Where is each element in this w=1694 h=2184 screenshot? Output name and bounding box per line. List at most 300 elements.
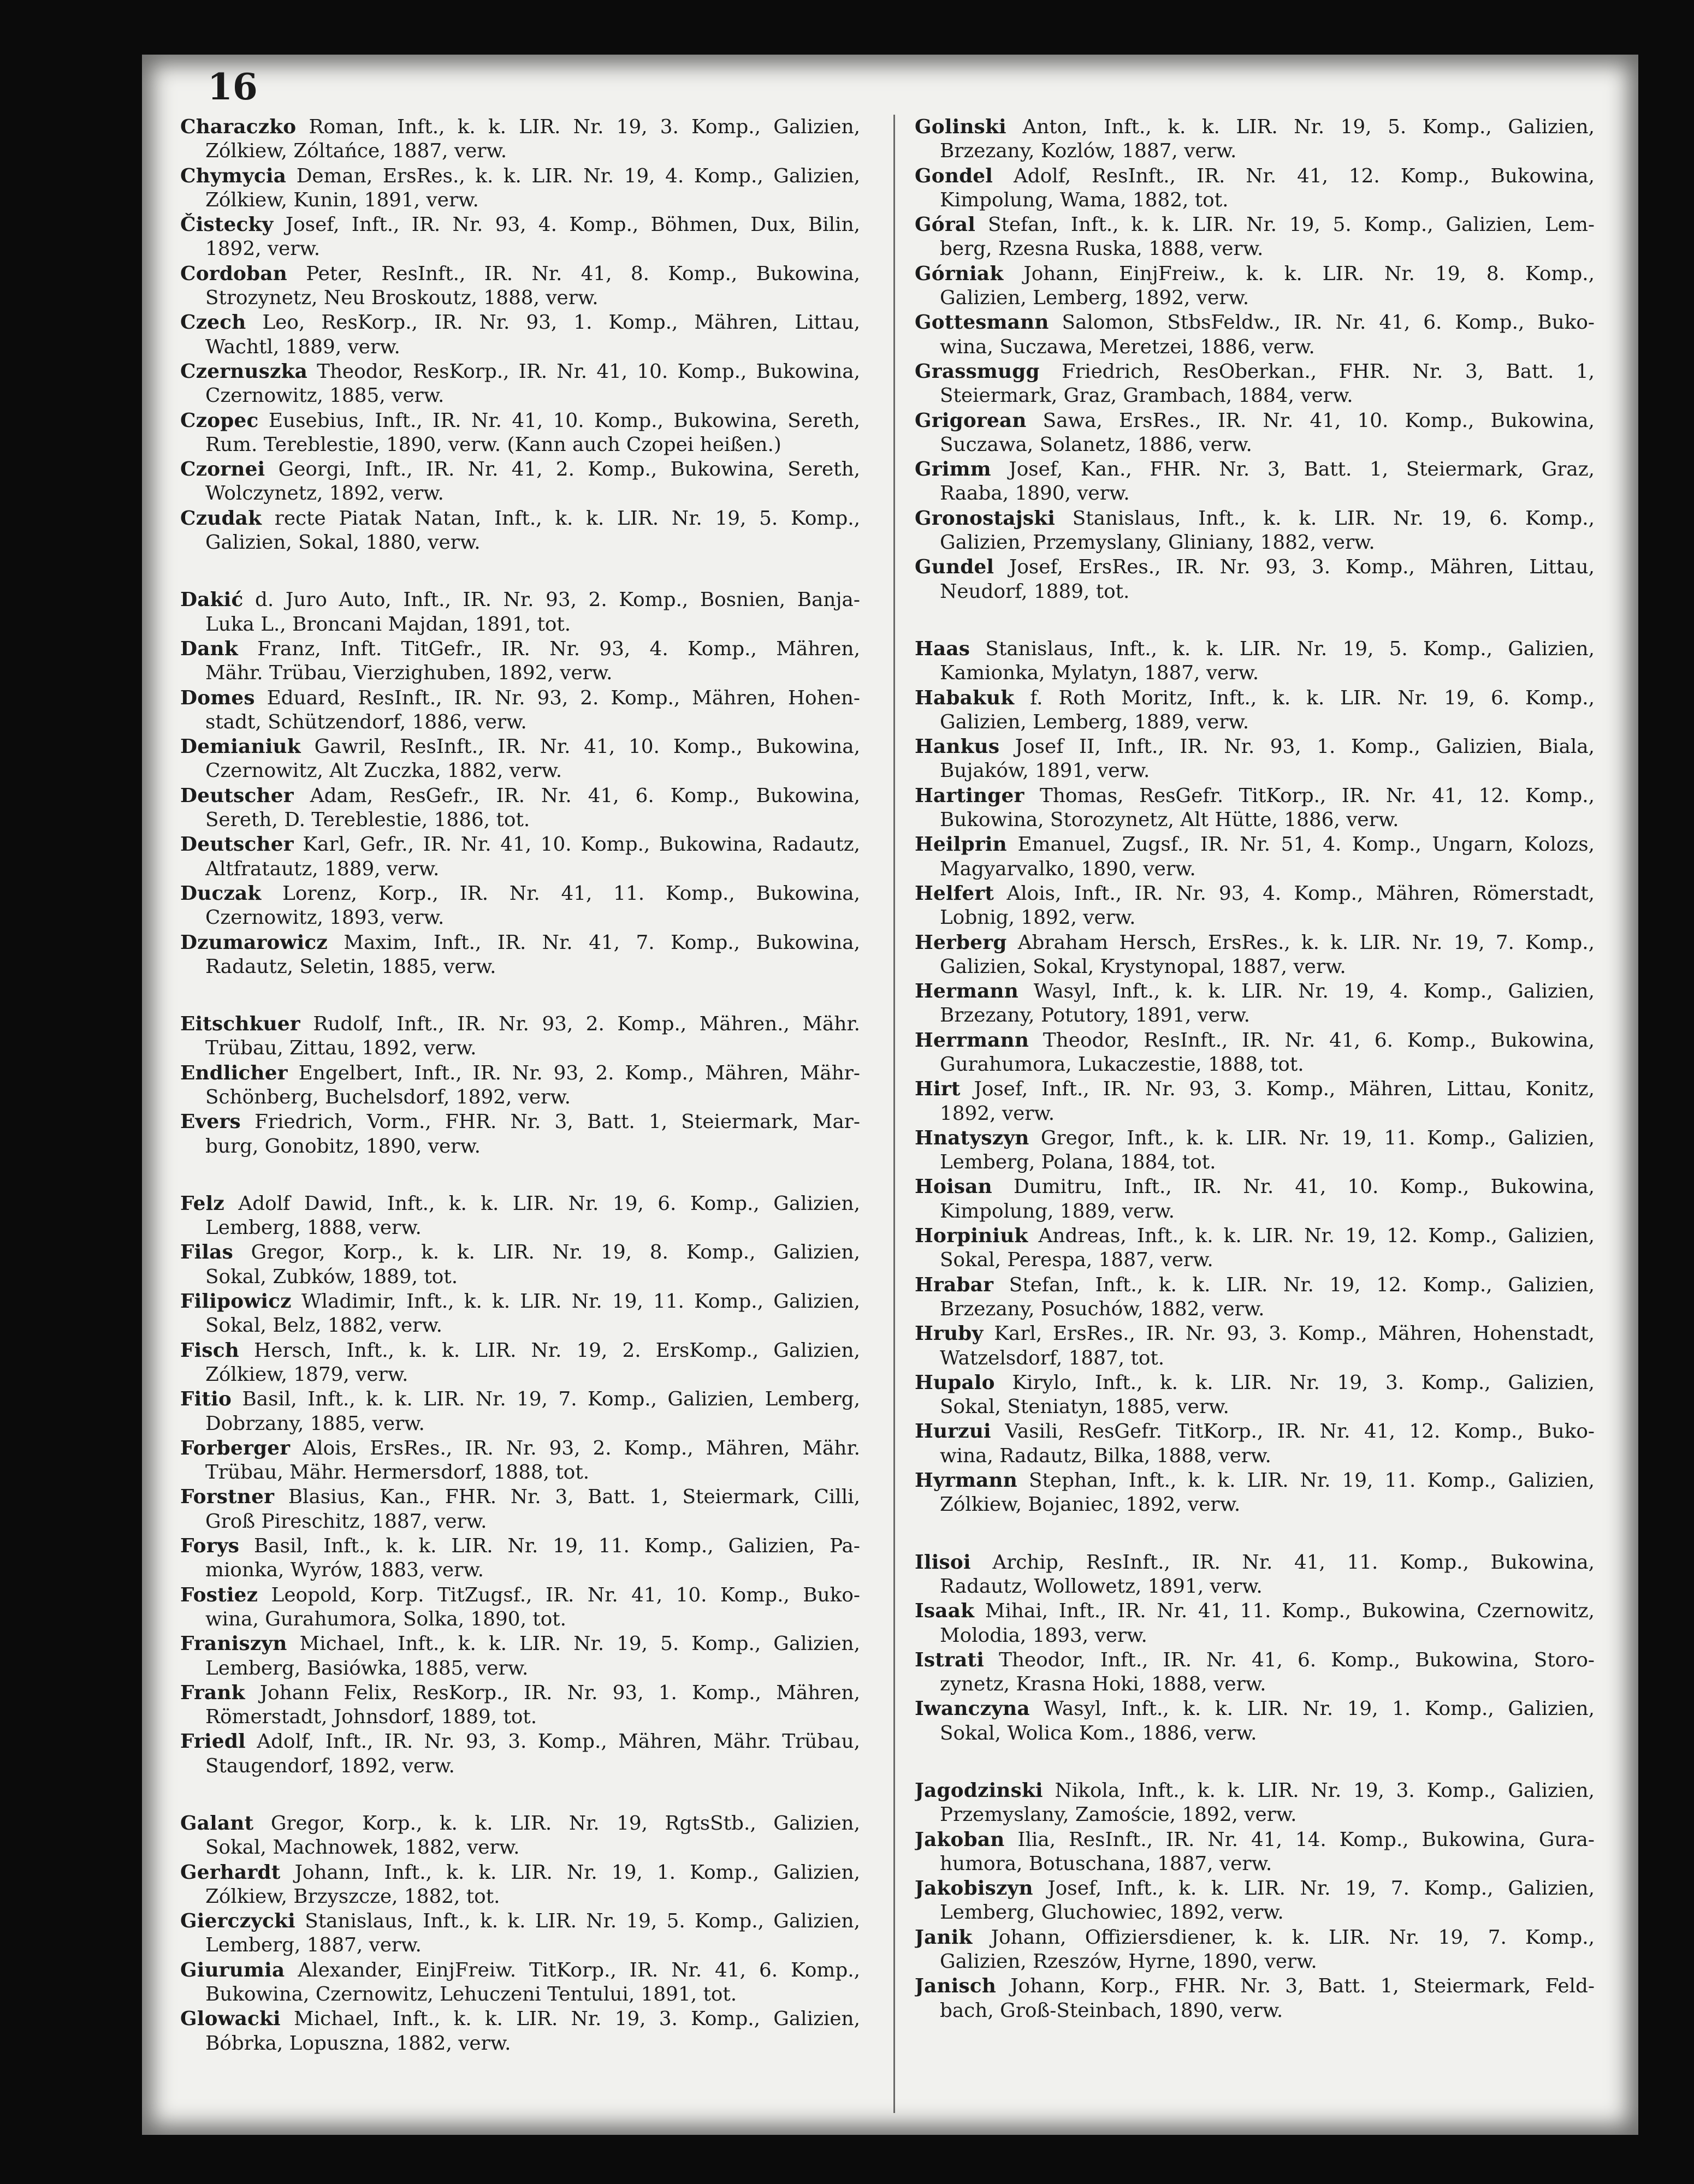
- entry-first-line: [915, 1876, 1595, 1901]
- entry-first-line: [915, 1550, 1595, 1575]
- entry-surname: Hartinger: [915, 784, 1024, 807]
- entry-text: Karl, Gefr., IR. Nr. 41, 10. Komp., Bukowina, Radautz,: [293, 833, 860, 856]
- entry-continuation-line: [915, 1722, 1595, 1746]
- entry-first-line: [915, 1028, 1595, 1053]
- entry-first-line: [180, 1338, 860, 1363]
- register-entry: [915, 408, 1595, 458]
- entry-first-line: [915, 1224, 1595, 1248]
- register-entry: [180, 1191, 860, 1241]
- entry-text: Gurahumora, Lukaczestie, 1888, tot.: [940, 1053, 1304, 1076]
- entry-continuation-line: [915, 1444, 1595, 1468]
- register-entry: [915, 1599, 1595, 1648]
- register-entry: [915, 1419, 1595, 1468]
- register-entry: [180, 1289, 860, 1338]
- entry-text: Anton, Inft., k. k. LIR. Nr. 19, 5. Komp., Galizien,: [1006, 116, 1595, 138]
- entry-surname: Czopec: [180, 408, 259, 432]
- entry-continuation-line: [915, 1004, 1595, 1028]
- entry-continuation-line: [180, 482, 860, 506]
- entry-first-line: [180, 1061, 860, 1085]
- entry-text: Sokal, Machnowek, 1882, verw.: [205, 1836, 520, 1859]
- entry-text: Sawa, ErsRes., IR. Nr. 41, 10. Komp., Bukowina,: [1026, 409, 1595, 432]
- entry-text: Michael, Inft., k. k. LIR. Nr. 19, 3. Komp., Galizien,: [280, 2008, 860, 2031]
- entry-text: Alois, ErsRes., IR. Nr. 93, 2. Komp., Mähren, Mähr.: [290, 1437, 860, 1459]
- register-entry: [915, 310, 1595, 359]
- entry-text: Deman, ErsRes., k. k. LIR. Nr. 19, 4. Komp., Galizien,: [286, 164, 860, 187]
- register-entry: [180, 1485, 860, 1534]
- entry-first-line: [180, 1909, 860, 1933]
- register-entry: [915, 1126, 1595, 1175]
- entry-continuation-line: [180, 139, 860, 163]
- entry-first-line: [915, 637, 1595, 661]
- register-entry: [915, 115, 1595, 164]
- entry-text: berg, Rzesna Ruska, 1888, verw.: [940, 238, 1264, 260]
- entry-text: Leo, ResKorp., IR. Nr. 93, 1. Komp., Mähren, Littau,: [246, 311, 860, 334]
- entry-continuation-line: [180, 1705, 860, 1729]
- entry-text: Johann, Inft., k. k. LIR. Nr. 19, 1. Komp., Galizien,: [280, 1861, 860, 1884]
- entry-continuation-line: [915, 759, 1595, 783]
- entry-surname: Ilisoi: [915, 1550, 971, 1574]
- entry-surname: Jagodzinski: [915, 1779, 1043, 1802]
- entry-continuation-line: [915, 139, 1595, 163]
- entry-first-line: [180, 164, 860, 188]
- register-entry: [180, 1729, 860, 1778]
- entry-text: Galizien, Rzeszów, Hyrne, 1890, verw.: [940, 1950, 1317, 1973]
- entry-text: Karl, ErsRes., IR. Nr. 93, 3. Komp., Mähren, Hohenstadt,: [983, 1322, 1595, 1345]
- entry-text: Salomon, StbsFeldw., IR. Nr. 41, 6. Komp., Buko-: [1049, 311, 1595, 334]
- entry-continuation-line: [915, 335, 1595, 359]
- entry-first-line: [915, 164, 1595, 188]
- entry-surname: Górniak: [915, 262, 1004, 285]
- entry-surname: Domes: [180, 686, 255, 709]
- entry-text: Zólkiew, Zóltańce, 1887, verw.: [205, 140, 507, 163]
- entry-first-line: [180, 1631, 860, 1656]
- entry-continuation-line: [915, 188, 1595, 212]
- entry-continuation-line: [915, 286, 1595, 310]
- entry-first-line: [180, 115, 860, 139]
- register-entry: [180, 587, 860, 637]
- register-entry: [915, 1550, 1595, 1599]
- entry-surname: Isaak: [915, 1599, 975, 1623]
- register-entry: [915, 1876, 1595, 1925]
- entry-surname: Eitschkuer: [180, 1012, 300, 1036]
- entry-text: Zólkiew, 1879, verw.: [205, 1363, 408, 1386]
- entry-continuation-line: [915, 1346, 1595, 1370]
- entry-text: Vasili, ResGefr. TitKorp., IR. Nr. 41, 12. Komp., Buko-: [991, 1420, 1595, 1443]
- entry-continuation-line: [180, 906, 860, 930]
- entry-continuation-line: [180, 384, 860, 408]
- entry-first-line: [180, 832, 860, 857]
- entry-first-line: [180, 1012, 860, 1036]
- entry-surname: Herrmann: [915, 1028, 1029, 1052]
- entry-text: Theodor, ResInft., IR. Nr. 41, 6. Komp., Bukowina,: [1029, 1029, 1595, 1052]
- entry-first-line: [180, 1958, 860, 1983]
- entry-continuation-line: [180, 1135, 860, 1159]
- register-entry: [180, 1860, 860, 1909]
- entry-first-line: [915, 1321, 1595, 1346]
- entry-text: zynetz, Krasna Hoki, 1888, verw.: [940, 1673, 1266, 1696]
- entry-continuation-line: [915, 1950, 1595, 1974]
- register-entry: [180, 784, 860, 833]
- register-entry: [180, 310, 860, 359]
- entry-text: Stefan, Inft., k. k. LIR. Nr. 19, 5. Komp., Galizien, Lem-: [975, 213, 1595, 236]
- entry-text: Nikola, Inft., k. k. LIR. Nr. 19, 3. Komp., Galizien,: [1043, 1779, 1595, 1802]
- entry-text: Leopold, Korp. TitZugsf., IR. Nr. 41, 10. Komp., Buko-: [258, 1583, 860, 1606]
- entry-text: wina, Suczawa, Meretzei, 1886, verw.: [940, 335, 1315, 358]
- entry-surname: Janik: [915, 1925, 973, 1949]
- letter-group-gap: [915, 1746, 1595, 1778]
- entry-text: Groß Pireschitz, 1887, verw.: [205, 1510, 487, 1533]
- entry-text: Stanislaus, Inft., k. k. LIR. Nr. 19, 5. Komp., Galizien,: [970, 637, 1595, 660]
- entry-continuation-line: [915, 1297, 1595, 1321]
- register-entry: [180, 1387, 860, 1436]
- register-entry: [180, 1681, 860, 1730]
- entry-text: Bukowina, Czernowitz, Lehuczeni Tentului, 1891, tot.: [205, 1983, 737, 2006]
- entry-first-line: [180, 506, 860, 531]
- letter-group-gap: [915, 1517, 1595, 1550]
- entry-first-line: [180, 1811, 860, 1836]
- entry-surname: Grigorean: [915, 408, 1027, 432]
- entry-continuation-line: [915, 1624, 1595, 1648]
- entry-surname: Janisch: [915, 1974, 997, 1998]
- register-entry: [915, 979, 1595, 1028]
- entry-continuation-line: [915, 857, 1595, 881]
- register-entry: [915, 1370, 1595, 1420]
- entry-first-line: [915, 262, 1595, 286]
- entry-first-line: [915, 115, 1595, 139]
- entry-text: Sereth, D. Tereblestie, 1886, tot.: [205, 809, 530, 832]
- entry-text: Galizien, Sokal, Krystynopal, 1887, verw.: [940, 955, 1346, 978]
- register-entry: [915, 359, 1595, 408]
- register-entry: [180, 115, 860, 164]
- entry-continuation-line: [915, 1150, 1595, 1174]
- entry-text: Georgi, Inft., IR. Nr. 41, 2. Komp., Bukowina, Sereth,: [265, 458, 860, 481]
- entry-continuation-line: [180, 188, 860, 212]
- register-entry: [180, 212, 860, 262]
- entry-text: Radautz, Seletin, 1885, verw.: [205, 955, 496, 978]
- register-entry: [915, 1778, 1595, 1827]
- entry-text: Gregor, Inft., k. k. LIR. Nr. 19, 11. Komp., Galizien,: [1029, 1126, 1595, 1149]
- entry-continuation-line: [180, 1036, 860, 1060]
- entry-continuation-line: [180, 1510, 860, 1534]
- entry-continuation-line: [180, 286, 860, 310]
- entry-continuation-line: [915, 1901, 1595, 1925]
- entry-first-line: [915, 1974, 1595, 1998]
- entry-text: Stanislaus, Inft., k. k. LIR. Nr. 19, 5. Komp., Galizien,: [295, 1910, 860, 1933]
- entry-text: Galizien, Lemberg, 1892, verw.: [940, 287, 1249, 310]
- entry-text: Staugendorf, 1892, verw.: [205, 1754, 455, 1777]
- entry-text: Eduard, ResInft., IR. Nr. 93, 2. Komp., Mähren, Hohen-: [254, 686, 860, 709]
- entry-text: Hersch, Inft., k. k. LIR. Nr. 19, 2. ErsKomp., Galizien,: [239, 1339, 860, 1362]
- entry-first-line: [915, 310, 1595, 335]
- register-entry: [915, 1925, 1595, 1974]
- left-column: [180, 115, 860, 2113]
- entry-first-line: [915, 832, 1595, 857]
- entry-text: Czernowitz, 1885, verw.: [205, 384, 445, 407]
- entry-surname: Hoisan: [915, 1175, 992, 1198]
- entry-surname: Hnatyszyn: [915, 1126, 1029, 1149]
- entry-surname: Hermann: [915, 980, 1018, 1003]
- entry-first-line: [915, 1126, 1595, 1150]
- entry-continuation-line: [180, 1461, 860, 1485]
- entry-text: Johann, Korp., FHR. Nr. 3, Batt. 1, Steiermark, Feld-: [996, 1975, 1595, 1998]
- entry-first-line: [915, 506, 1595, 531]
- entry-continuation-line: [180, 955, 860, 979]
- entry-text: Brzezany, Kozlów, 1887, verw.: [940, 140, 1237, 163]
- entry-surname: Czornei: [180, 458, 265, 481]
- register-entry: [915, 212, 1595, 262]
- register-entry: [915, 1696, 1595, 1746]
- entry-continuation-line: [180, 661, 860, 685]
- entry-text: Kimpolung, 1889, verw.: [940, 1200, 1175, 1222]
- register-entry: [180, 930, 860, 980]
- entry-text: Sokal, Belz, 1882, verw.: [205, 1314, 443, 1337]
- entry-text: Suczawa, Solanetz, 1886, verw.: [940, 433, 1252, 456]
- entry-surname: Čistecky: [180, 213, 274, 236]
- entry-surname: Friedl: [180, 1730, 246, 1753]
- register-entry: [915, 930, 1595, 980]
- entry-continuation-line: [915, 580, 1595, 604]
- entry-text: Engelbert, Inft., IR. Nr. 93, 2. Komp., Mähren, Mähr-: [287, 1061, 860, 1084]
- entry-text: Sokal, Perespa, 1887, verw.: [940, 1249, 1213, 1272]
- entry-text: Andreas, Inft., k. k. LIR. Nr. 19, 12. Komp., Galizien,: [1028, 1225, 1595, 1248]
- entry-text: Wolczynetz, 1892, verw.: [205, 482, 444, 505]
- entry-text: Mihai, Inft., IR. Nr. 41, 11. Komp., Bukowina, Czernowitz,: [974, 1600, 1595, 1623]
- entry-surname: Gerhardt: [180, 1860, 281, 1884]
- register-entry: [180, 881, 860, 930]
- entry-text: Josef, Inft., k. k. LIR. Nr. 19, 7. Komp., Galizien,: [1033, 1877, 1595, 1900]
- entry-text: stadt, Schützendorf, 1886, verw.: [205, 710, 527, 733]
- entry-surname: Filas: [180, 1241, 233, 1264]
- entry-surname: Gronostajski: [915, 506, 1055, 530]
- letter-group-gap: [180, 979, 860, 1012]
- entry-first-line: [180, 881, 860, 906]
- entry-text: Adam, ResGefr., IR. Nr. 41, 6. Komp., Bukowina,: [293, 784, 860, 807]
- entry-text: Strozynetz, Neu Broskoutz, 1888, verw.: [205, 287, 599, 310]
- entry-continuation-line: [180, 1216, 860, 1240]
- letter-group-gap: [180, 1778, 860, 1811]
- entry-continuation-line: [915, 531, 1595, 555]
- entry-text: Zólkiew, Brzyszcze, 1882, tot.: [205, 1885, 500, 1908]
- entry-text: Molodia, 1893, verw.: [940, 1624, 1147, 1647]
- entry-text: Radautz, Wollowetz, 1891, verw.: [940, 1575, 1263, 1598]
- entry-continuation-line: [180, 613, 860, 637]
- entry-surname: Gondel: [915, 164, 993, 187]
- entry-text: Rudolf, Inft., IR. Nr. 93, 2. Komp., Mähren., Mähr.: [300, 1013, 860, 1036]
- entry-first-line: [915, 734, 1595, 759]
- entry-text: 1892, verw.: [205, 238, 321, 260]
- entry-text: Galizien, Lemberg, 1889, verw.: [940, 710, 1249, 733]
- entry-text: Römerstadt, Johnsdorf, 1889, tot.: [205, 1706, 537, 1729]
- register-entry: [915, 1273, 1595, 1322]
- register-entry: [915, 1827, 1595, 1877]
- entry-text: f. Roth Moritz, Inft., k. k. LIR. Nr. 19, 6. Komp.,: [1014, 686, 1595, 709]
- entry-first-line: [180, 359, 860, 384]
- entry-surname: Czech: [180, 311, 246, 334]
- entry-text: Lemberg, Polana, 1884, tot.: [940, 1151, 1216, 1174]
- entry-continuation-line: [915, 1200, 1595, 1224]
- register-entry: [180, 1338, 860, 1387]
- entry-surname: Helfert: [915, 881, 994, 905]
- entry-text: Stephan, Inft., k. k. LIR. Nr. 19, 11. Komp., Galizien,: [1017, 1469, 1595, 1492]
- register-entry: [180, 164, 860, 213]
- entry-text: Steiermark, Graz, Grambach, 1884, verw.: [940, 384, 1353, 407]
- entry-first-line: [180, 1485, 860, 1509]
- register-entry: [915, 506, 1595, 555]
- entry-first-line: [915, 1696, 1595, 1721]
- entry-text: Lobnig, 1892, verw.: [940, 906, 1136, 929]
- entry-continuation-line: [915, 433, 1595, 457]
- entry-text: Magyarvalko, 1890, verw.: [940, 857, 1196, 880]
- entry-text: bach, Groß-Steinbach, 1890, verw.: [940, 1999, 1283, 2022]
- entry-first-line: [915, 555, 1595, 579]
- entry-text: Emanuel, Zugsf., IR. Nr. 51, 4. Komp., Ungarn, Kolozs,: [1006, 833, 1595, 856]
- entry-surname: Hirt: [915, 1077, 961, 1101]
- entry-text: Kimpolung, Wama, 1882, tot.: [940, 188, 1229, 211]
- entry-text: Trübau, Mähr. Hermersdorf, 1888, tot.: [205, 1461, 590, 1484]
- entry-text: Schönberg, Buchelsdorf, 1892, verw.: [205, 1085, 571, 1108]
- entry-first-line: [915, 1370, 1595, 1395]
- entry-continuation-line: [180, 759, 860, 783]
- entry-surname: Golinski: [915, 115, 1006, 138]
- entry-text: Adolf, Inft., IR. Nr. 93, 3. Komp., Mähren, Mähr. Trübau,: [245, 1730, 860, 1753]
- entry-surname: Hyrmann: [915, 1469, 1018, 1492]
- entry-continuation-line: [180, 1657, 860, 1681]
- entry-text: Abraham Hersch, ErsRes., k. k. LIR. Nr. 19, 7. Komp.,: [1006, 931, 1595, 954]
- entry-text: Zólkiew, Bojaniec, 1892, verw.: [940, 1493, 1241, 1516]
- entry-surname: Franiszyn: [180, 1632, 287, 1655]
- entry-text: Galizien, Przemyslany, Gliniany, 1882, verw.: [940, 531, 1375, 554]
- entry-continuation-line: [180, 2032, 860, 2056]
- entry-first-line: [915, 457, 1595, 482]
- entry-continuation-line: [915, 808, 1595, 832]
- entry-first-line: [915, 1273, 1595, 1297]
- entry-first-line: [180, 686, 860, 710]
- entry-text: Rum. Tereblestie, 1890, verw. (Kann auch Czopei heißen.): [205, 433, 781, 456]
- entry-surname: Hurzui: [915, 1420, 991, 1443]
- entry-first-line: [915, 1925, 1595, 1950]
- entry-text: Alexander, EinjFreiw. TitKorp., IR. Nr. 41, 6. Komp.,: [285, 1959, 860, 1981]
- register-entry: [915, 637, 1595, 686]
- entry-surname: Grassmugg: [915, 359, 1040, 383]
- entry-surname: Characzko: [180, 115, 297, 138]
- entry-text: Adolf, ResInft., IR. Nr. 41, 12. Komp., Bukowina,: [993, 164, 1595, 187]
- entry-continuation-line: [915, 1248, 1595, 1272]
- entry-surname: Dakić: [180, 588, 244, 612]
- entry-surname: Deutscher: [180, 784, 294, 807]
- entry-continuation-line: [915, 1999, 1595, 2023]
- letter-group-gap: [915, 604, 1595, 637]
- entry-first-line: [180, 1729, 860, 1754]
- entry-first-line: [180, 457, 860, 482]
- entry-continuation-line: [180, 1933, 860, 1957]
- entry-first-line: [180, 1681, 860, 1705]
- register-entry: [915, 881, 1595, 930]
- entry-text: Josef, Inft., IR. Nr. 93, 4. Komp., Böhmen, Dux, Bilin,: [273, 213, 860, 236]
- entry-text: Lemberg, 1888, verw.: [205, 1216, 422, 1239]
- entry-text: Wachtl, 1889, verw.: [205, 335, 400, 358]
- entry-surname: Deutscher: [180, 833, 294, 856]
- entry-continuation-line: [180, 1983, 860, 2007]
- entry-text: Lemberg, Gluchowiec, 1892, verw.: [940, 1901, 1284, 1924]
- entry-surname: Hrabar: [915, 1273, 994, 1296]
- entry-text: 1892, verw.: [940, 1102, 1055, 1125]
- entry-surname: Fitio: [180, 1387, 232, 1411]
- entry-text: Brzezany, Potutory, 1891, verw.: [940, 1004, 1250, 1027]
- entry-first-line: [180, 784, 860, 808]
- entry-text: Josef, Kan., FHR. Nr. 3, Batt. 1, Steiermark, Graz,: [991, 458, 1595, 481]
- entry-continuation-line: [915, 955, 1595, 979]
- entry-surname: Hupalo: [915, 1370, 995, 1394]
- entry-surname: Dank: [180, 637, 238, 660]
- register-entry: [180, 408, 860, 458]
- entry-continuation-line: [915, 1803, 1595, 1827]
- entry-surname: Demianiuk: [180, 735, 301, 758]
- entry-continuation-line: [915, 1395, 1595, 1419]
- entry-text: Dobrzany, 1885, verw.: [205, 1412, 425, 1435]
- entry-text: wina, Radautz, Bilka, 1888, verw.: [940, 1444, 1271, 1467]
- register-entry: [180, 1583, 860, 1632]
- register-entry: [180, 637, 860, 686]
- register-entry: [180, 2007, 860, 2056]
- entry-text: Michael, Inft., k. k. LIR. Nr. 19, 5. Komp., Galizien,: [287, 1633, 860, 1655]
- register-entry: [180, 1534, 860, 1583]
- entry-text: Trübau, Zittau, 1892, verw.: [205, 1037, 477, 1060]
- register-entry: [180, 832, 860, 881]
- entry-continuation-line: [915, 1053, 1595, 1077]
- document-page: [142, 55, 1638, 2135]
- entry-text: Bukowina, Storozynetz, Alt Hütte, 1886, verw.: [940, 809, 1399, 832]
- register-entry: [180, 686, 860, 735]
- entry-continuation-line: [180, 1265, 860, 1289]
- entry-first-line: [180, 1436, 860, 1461]
- entry-text: Eusebius, Inft., IR. Nr. 41, 10. Komp., Bukowina, Sereth,: [258, 409, 860, 432]
- entry-first-line: [180, 1860, 860, 1885]
- entry-text: Friedrich, ResOberkan., FHR. Nr. 3, Batt. 1,: [1039, 360, 1595, 383]
- entry-text: Lemberg, 1887, verw.: [205, 1934, 422, 1957]
- entry-continuation-line: [180, 237, 860, 261]
- entry-surname: Istrati: [915, 1648, 985, 1671]
- entry-surname: Cordoban: [180, 262, 287, 285]
- entry-text: Kirylo, Inft., k. k. LIR. Nr. 19, 3. Komp., Galizien,: [994, 1371, 1595, 1394]
- entry-continuation-line: [915, 482, 1595, 506]
- entry-continuation-line: [180, 1885, 860, 1909]
- entry-first-line: [180, 930, 860, 955]
- entry-surname: Frank: [180, 1681, 245, 1704]
- entry-text: Alois, Inft., IR. Nr. 93, 4. Komp., Mähren, Römerstadt,: [994, 882, 1595, 905]
- entry-text: d. Juro Auto, Inft., IR. Nr. 93, 2. Komp., Bosnien, Banja-: [243, 589, 860, 612]
- entry-first-line: [180, 1191, 860, 1216]
- entry-text: Bóbrka, Lopuszna, 1882, verw.: [205, 2032, 511, 2055]
- register-entry: [180, 1061, 860, 1110]
- entry-text: Gregor, Korp., k. k. LIR. Nr. 19, 8. Komp., Galizien,: [233, 1241, 860, 1264]
- entry-text: Roman, Inft., k. k. LIR. Nr. 19, 3. Komp., Galizien,: [296, 116, 860, 138]
- entry-continuation-line: [915, 1852, 1595, 1876]
- entry-continuation-line: [915, 384, 1595, 408]
- entry-text: Basil, Inft., k. k. LIR. Nr. 19, 7. Komp., Galizien, Lemberg,: [232, 1388, 860, 1411]
- entry-text: recte Piatak Natan, Inft., k. k. LIR. Nr. 19, 5. Komp.,: [262, 507, 860, 530]
- right-column: [915, 115, 1595, 2113]
- entry-surname: Fostiez: [180, 1583, 258, 1606]
- entry-text: Lorenz, Korp., IR. Nr. 41, 11. Komp., Bukowina,: [261, 882, 860, 905]
- entry-first-line: [180, 1387, 860, 1411]
- entry-first-line: [180, 1289, 860, 1314]
- entry-surname: Dzumarowicz: [180, 930, 328, 954]
- entry-text: Johann Felix, ResKorp., IR. Nr. 93, 1. Komp., Mähren,: [245, 1681, 860, 1704]
- entry-text: Zólkiew, Kunin, 1891, verw.: [205, 188, 479, 211]
- entry-text: Mähr. Trübau, Vierzighuben, 1892, verw.: [205, 662, 613, 685]
- entry-first-line: [915, 1468, 1595, 1493]
- entry-first-line: [915, 1077, 1595, 1101]
